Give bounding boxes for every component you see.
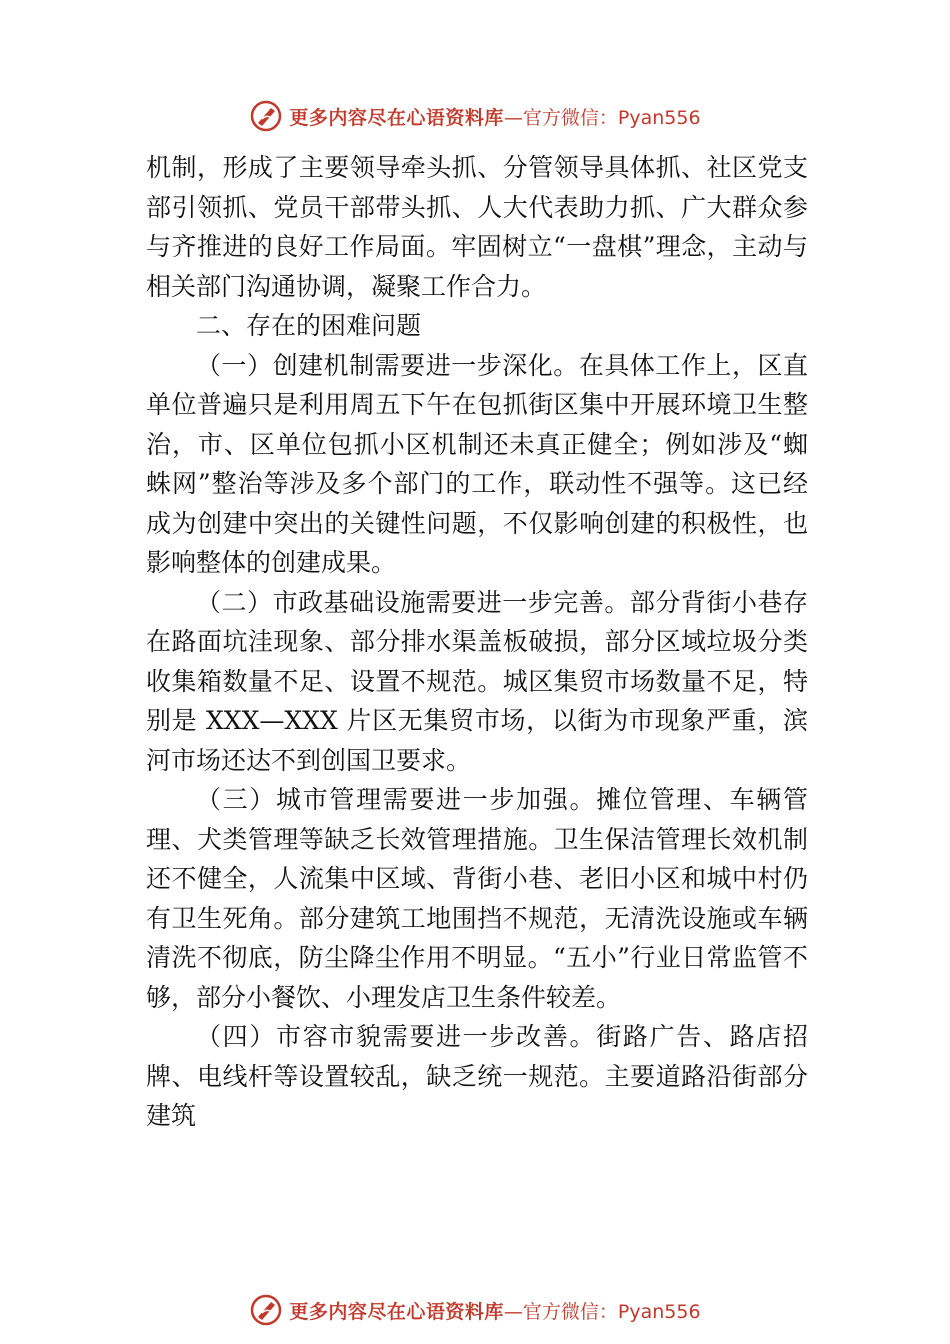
banner-main-text: 更多内容尽在心语资料库 [289, 1300, 504, 1323]
paragraph: （四）市容市貌需要进一步改善。街路广告、路店招牌、电线杆等设置较乱，缺乏统一规范。主要道路沿街部分建筑 [146, 1022, 808, 1130]
footer-watermark-banner [0, 1290, 950, 1330]
banner-main-text: 更多内容尽在心语资料库 [289, 106, 504, 129]
section-heading: 二、存在的困难问题 [196, 311, 422, 340]
paragraph: （三）城市管理需要进一步加强。摊位管理、车辆管理、犬类管理等缺乏长效管理措施。卫生保洁管理长效机制还不健全，人流集中区域、背街小巷、老旧小区和城中村仍有卫生死角。部分建筑工地围挡不规范，无清洗设施或车辆清洗不彻底，防尘降尘作用不明显。“五小”行业日常监管不够，部分小餐饮、小理发店卫生条件较差。 [146, 785, 808, 1012]
logo-icon [249, 99, 283, 133]
paragraph: （二）市政基础设施需要进一步完善。部分背街小巷存在路面坑洼现象、部分排水渠盖板破损，部分区域垃圾分类收集箱数量不足、设置不规范。城区集贸市场数量不足，特别是 XXX—XXX 片区无集贸市场，以街为市现象严重，滨河市场还达不到创国卫要求。 [146, 587, 808, 775]
banner-wechat-text: —官方微信：Pyan556 [503, 1300, 701, 1323]
document-body [146, 148, 808, 1136]
logo-icon [249, 1293, 283, 1327]
paragraph: 机制，形成了主要领导牵头抓、分管领导具体抓、社区党支部引领抓、党员干部带头抓、人大代表助力抓、广大群众参与齐推进的良好工作局面。牢固树立“一盘棋”理念，主动与相关部门沟通协调，凝聚工作合力。 [146, 153, 808, 301]
header-watermark-banner [0, 96, 950, 136]
banner-wechat-text: —官方微信：Pyan556 [503, 106, 701, 129]
paragraph: （一）创建机制需要进一步深化。在具体工作上，区直单位普遍只是利用周五下午在包抓街区集中开展环境卫生整治，市、区单位包抓小区机制还未真正健全；例如涉及“蜘蛛网”整治等涉及多个部门的工作，联动性不强等。这已经成为创建中突出的关键性问题，不仅影响创建的积极性，也影响整体的创建成果。 [146, 350, 808, 577]
